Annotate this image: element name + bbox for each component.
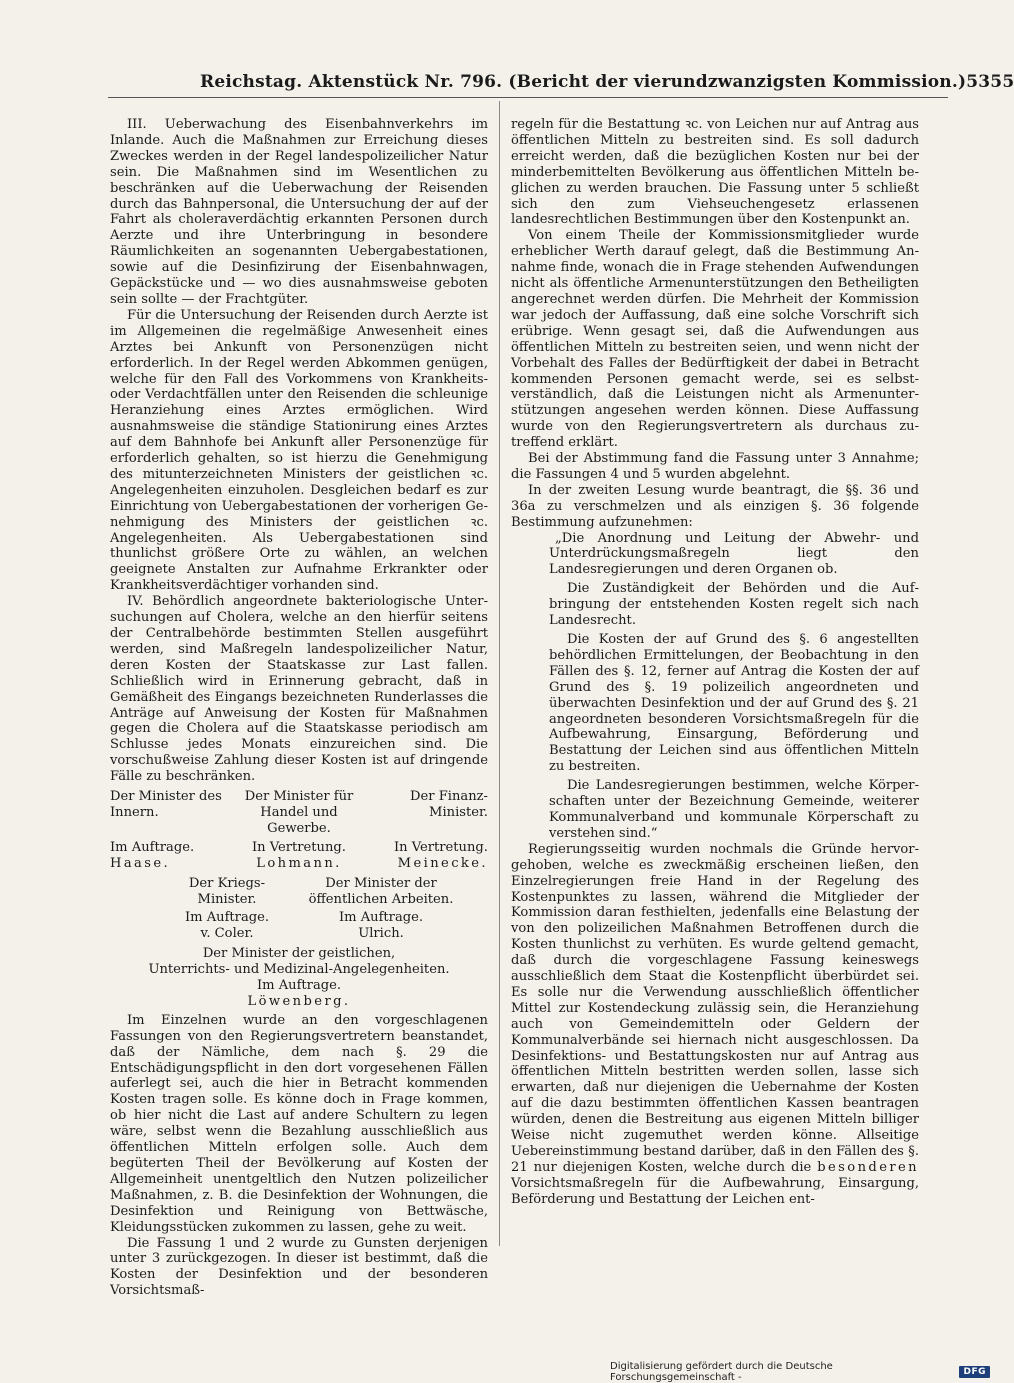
signatory-capacity: Im Auftrage. (338, 910, 424, 926)
quote-paragraph: Die Zuständigkeit der Behörden und die Aufbringung der entstehenden Kosten regelt sich nach Landesrecht. (549, 581, 919, 629)
signatory-name: Meinecke. (397, 855, 488, 871)
signatory-name: Haase. (110, 855, 171, 871)
signatory-office: Der Minister der (325, 875, 437, 891)
signatory-name: Ulrich. (358, 926, 404, 942)
signatory-office: öffentlichen Arbeiten. (308, 891, 454, 907)
signatory-name: Löwenberg. (247, 993, 351, 1009)
paragraph (511, 842, 919, 1208)
signatory-office: Minister. (197, 891, 257, 907)
paragraph: Für die Untersuchung der Reisenden durch Aerzte ist im Allgemeinen die regelmäßige Anwesenheit eines Arztes bei Ankunft von Personenzügen nicht erforderlich. In der Regel werden Abkommen genügen, welche für den Fall des Vorkommens von Krankheits- oder Verdachtfällen unter den Reisenden die schleunige Heranziehung eines Arztes ermöglichen. Wird ausnahmsweise die ständige Stationirung eines Arztes auf dem Bahnhofe bei Ankunft aller Personenzüge für erforderlich gehalten, so ist hierzu die Genehmigung des mitunterzeichneten Ministers der geistlichen ꝛc. Angelegenheiten einzuholen. Desgleichen bedarf es zur Einrichtung von Uebergabestationen der vorherigen Genehmigung des Ministers der geistlichen ꝛc. Angelegenheiten. Als Uebergabestationen sind thunlichst größere Orte zu wählen, an welchen geeignete Anstalten zur Aufnahme Erkrankter oder Krankheitsverdächtiger vorhanden sind. (110, 307, 488, 594)
quote-paragraph: Die Kosten der auf Grund des §. 6 angestellten behördlichen Ermittelungen, der Beobachtung in den Fällen des §. 12, ferner auf Antrag die Kosten der auf Grund des §. 19 polizeilich angeordneten und überwachten Desinfektion und der auf Grund des §. 21 angeordneten besonderen Vorsichtsmaßregeln für die Aufbewahrung, Einsargung, Beförderung und Bestattung der Leichen sind aus öffentlichen Mitteln zu bestreiten. (549, 632, 919, 775)
signatory-office: Der Minister des (110, 789, 222, 805)
signatory-office: Der Finanz- (410, 789, 488, 805)
paragraph: Von einem Theile der Kommissionsmitglieder wurde erheblicher Werth darauf gelegt, daß die Bestimmung Annahme finde, wonach die in Frage stehenden Aufwendungen nicht als öffentliche Armenunterstützungen den Betheiligten angerechnet werden dürfen. Die Mehrheit der Kommission war jedoch der Auffassung, daß eine solche Vorschrift sich erübrige. Wenn gesagt sei, daß die Aufwendungen aus öffentlichen Mitteln zu bestreiten seien, und wenn nicht der Vorbehalt des Falles der Bedürftigkeit der dabei in Betracht kommenden Personen gemacht werde, sei es selbstverständlich, daß die Leistungen nicht als Armenunterstützungen angesehen werden können. Diese Auffassung wurde von den Regierungsvertretern als durchaus zutreffend erklärt. (511, 228, 919, 451)
column-divider (499, 101, 500, 1246)
footer-text: Digitalisierung gefördert durch die Deutsche Forschungsgemeinschaft - (610, 1361, 833, 1383)
paragraph: IV. Behördlich angeordnete bakteriologische Untersuchungen auf Cholera, welche an den hierfür seitens der Centralbehörde bestimmten Stellen ausgeführt werden, sind Maßregeln landespolizeilicher Natur, deren Kosten der Staatskasse zur Last fallen. Schließlich wird in Erinnerung gebracht, daß in Gemäßheit des Eingangs bezeichneten Runderlasses die Anträge auf Anweisung der Kosten für Maßnahmen gegen die Cholera auf die Staatskasse periodisch am Schlusse jedes Monats einzureichen sind. Die vorschußweise Zahlung dieser Kosten ist auf dringende Fälle zu beschränken. (110, 594, 488, 785)
signatory (237, 789, 362, 837)
quote-paragraph: Die Landesregierungen bestimmen, welche Körperschaften unter der Bezeichnung Gemeinde, weiterer Kommunalverband und kommunale Körperschaft zu verstehen sind.“ (549, 778, 919, 841)
paragraph: regeln für die Bestattung ꝛc. von Leichen nur auf Antrag aus öffentlichen Mitteln zu bestreiten sind. Es soll dadurch erreicht werden, daß die bezüglichen Kosten nur bei der minderbemittelten Bevölkerung aus öffentlichen Mitteln beglichen zu werden brauchen. Die Fassung unter 5 schließt sich den zum Viehseuchengesetz erlassenen landesrechtlichen Bestimmungen über den Kostenpunkt an. (511, 117, 919, 228)
paragraph: In der zweiten Lesung wurde beantragt, die §§. 36 und 36a zu verschmelzen und als einzigen §. 36 folgende Bestimmung aufzunehmen: (511, 482, 919, 530)
page-number: 5355 (966, 72, 1014, 92)
left-column (110, 117, 488, 1299)
signatory-office: Handel und Gewerbe. (260, 804, 338, 836)
signatory (237, 840, 362, 872)
paragraph: III. Ueberwachung des Eisenbahnverkehrs im Inlande. Auch die Maßnahmen zur Erreichung dieses Zweckes werden in der Regel landespolizeilicher Natur sein. Die Maßnahmen sind im Wesentlichen zu beschränken auf die Ueberwachung der Reisenden durch das Bahnpersonal, die Untersuchung der auf der Fahrt als choleraverdächtig erkannten Personen durch Aerzte und ihre Unterbringung in besondere Räumlichkeiten an sogenannten Uebergabestationen, sowie auf die Desinfizirung der Eisenbahnwagen, Gepäckstücke und — wo dies ausnahmsweise geboten sein sollte — der Frachtgüter. (110, 117, 488, 307)
digitization-footer (610, 1361, 990, 1383)
paragraph-text: Vorsichtsmaßregeln für die Aufbewahrung, Einsargung, Beförderung und Bestattung der Leichen ent- (511, 1175, 919, 1207)
paragraph: Bei der Abstimmung fand die Fassung unter 3 Annahme; die Fassungen 4 und 5 wurden abgelehnt. (511, 451, 919, 482)
header-rule (108, 97, 948, 98)
signatory (304, 876, 458, 943)
right-column (511, 117, 919, 1247)
signatory-capacity: Im Auftrage. (184, 910, 270, 926)
signatory-office: Innern. (110, 804, 159, 820)
signatory (363, 840, 488, 872)
quoted-provision (511, 531, 919, 842)
signatory (363, 789, 488, 837)
signatory-name: v. Coler. (200, 926, 254, 942)
signature-row (110, 840, 488, 872)
quote-paragraph: „Die Anordnung und Leitung der Abwehr- und Unterdrückungsmaßregeln liegt den Landesregierungen und deren Organen ob. (549, 530, 919, 578)
signature-row (110, 789, 488, 837)
signature-row (110, 872, 488, 943)
signatory (110, 789, 235, 837)
paragraph-text: Regierungsseitig wurden nochmals die Gründe hervorgehoben, welche es zweckmäßig erscheinen ließen, den Einzelregierungen freie Hand in der Regelung des Kostenpunktes zu lassen, während die Mitglieder der Kommission daran festhielten, jedenfalls eine Belastung der von den polizeilichen Maßnahmen Betroffenen durch die Kosten thunlichst zu verhüten. Es wurde geltend gemacht, daß durch die vorgeschlagene Fassung keineswegs ausschließlich dem Staat die Kostenpflicht überbürdet sei. Es solle nur die Verwendung ausschließlich öffentlicher Mittel zur Kostendeckung zulässig sein, die Heranziehung auch von Gemeindemitteln oder Geldern der Kommunalverbände sei hiernach nicht ausgeschlossen. Da Desinfektions- und Bestattungskosten nur auf Antrag aus öffentlichen Mitteln bestritten werden sollen, lasse sich erwarten, daß nur diejenigen die Uebernahme der Kosten auf die dazu bestimmten öffentlichen Kassen beantragen würden, denen die Bestreitung aus eigenen Mitteln billiger Weise nicht zugemuthet werden könne. Allseitige Uebereinstimmung bestand darüber, daß in den Fällen des §. 21 nur diejenigen Kosten, welche durch die (511, 841, 919, 1175)
page-header (200, 72, 1014, 98)
signatory-name: Lohmann. (256, 855, 342, 871)
signatory-office: Unterrichts- und Medizinal-Angelegenheiten. (148, 962, 450, 978)
signatory-office: Minister. (429, 804, 488, 820)
signatory (150, 876, 304, 943)
signatory (110, 840, 235, 872)
signatory-capacity: In Vertretung. (394, 839, 488, 855)
paragraph: Im Einzelnen wurde an den vorgeschlagenen Fassungen von den Regierungsvertretern beanstandet, daß der Nämliche, dem nach §. 29 die Entschädigungspflicht in den dort vorgesehenen Fällen auferlegt sei, auch die hier in Betracht kommenden Kosten tragen solle. Es könne doch in Frage kommen, ob hier nicht die Last auf andere Schultern zu legen wäre, selbst wenn die Bezahlung ausschließlich aus öffentlichen Mitteln erfolgen solle. Auch dem begüterten Theil der Bevölkerung auf Kosten der Allgemeinheit unentgeltlich den Nutzen polizeilicher Maßnahmen, z. B. die Desinfektion der Wohnungen, die Desinfektion und Reinigung von Bettwäsche, Kleidungsstücken zukommen zu lassen, gehe zu weit. (110, 1012, 488, 1235)
signatory-capacity: Im Auftrage. (110, 839, 195, 855)
signatory-capacity: In Vertretung. (252, 839, 346, 855)
signatory (110, 942, 488, 1010)
signatory-office: Der Minister der geistlichen, (202, 946, 396, 962)
signatory-office: Der Kriegs- (188, 875, 266, 891)
spaced-emphasis: besonderen (817, 1159, 919, 1175)
signatory-office: Der Minister für (244, 789, 354, 805)
signature-block (110, 789, 488, 1010)
paragraph: Die Fassung 1 und 2 wurde zu Gunsten derjenigen unter 3 zurückgezogen. In dieser ist bestimmt, daß die Kosten der Desinfektion und der besonderen Vorsichtsmaß- (110, 1235, 488, 1299)
dfg-logo-icon: DFG (959, 1366, 990, 1378)
header-title: Reichstag. Aktenstück Nr. 796. (Bericht der vierundzwanzigsten Kommission.) (200, 72, 967, 92)
signatory-capacity: Im Auftrage. (256, 978, 342, 994)
